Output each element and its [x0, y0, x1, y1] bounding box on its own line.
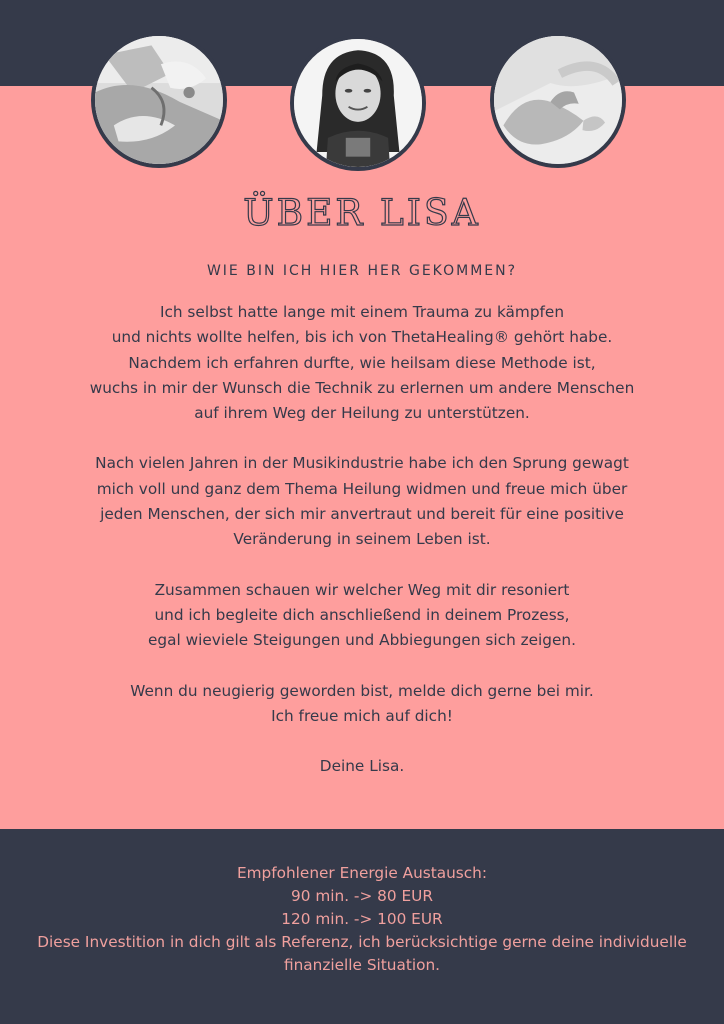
pricing-info	[0, 862, 724, 977]
text-line: Veränderung in seinem Leben ist.	[233, 530, 491, 549]
page-title: ÜBER LISA	[243, 193, 481, 234]
paragraph	[20, 578, 704, 654]
text-line: Deine Lisa.	[319, 757, 405, 776]
pricing-heading: Empfohlener Energie Austausch:	[236, 864, 488, 882]
text-line: Ich freue mich auf dich!	[271, 706, 453, 725]
text-line: egal wieviele Steigungen und Abbiegungen sich zeigen.	[147, 631, 576, 650]
about-text	[20, 300, 704, 804]
text-line: Wenn du neugierig geworden bist, melde dich gerne bei mir.	[130, 681, 594, 700]
price-120-min: 120 min. -> 100 EUR	[281, 910, 443, 928]
text-line: auf ihrem Weg der Heilung zu unterstützen.	[194, 404, 530, 423]
price-90-min: 90 min. -> 80 EUR	[291, 887, 433, 905]
pricing-note: Diese Investition in dich gilt als Referenz, ich berücksichtige gerne deine individuelle	[37, 933, 687, 951]
pricing-note: finanzielle Situation.	[283, 956, 441, 974]
text-line: wuchs in mir der Wunsch die Technik zu erlernen um andere Menschen	[89, 378, 635, 397]
paragraph	[20, 451, 704, 552]
text-line: Nachdem ich erfahren durfte, wie heilsam diese Methode ist,	[128, 353, 596, 372]
text-line: und ich begleite dich anschließend in deinem Prozess,	[154, 605, 570, 624]
photo-relaxing-person	[91, 32, 227, 168]
text-line: und nichts wollte helfen, bis ich von ThetaHealing® gehört habe.	[111, 328, 613, 347]
text-line: Zusammen schauen wir welcher Weg mit dir resoniert	[154, 580, 570, 599]
photo-lisa-portrait	[290, 35, 426, 171]
paragraph	[20, 300, 704, 426]
text-line: jeden Menschen, der sich mir anvertraut und bereit für eine positive	[100, 505, 624, 524]
text-line: Ich selbst hatte lange mit einem Trauma zu kämpfen	[159, 303, 565, 321]
paragraph	[20, 679, 704, 730]
text-line: mich voll und ganz dem Thema Heilung widmen und freue mich über	[96, 479, 628, 498]
photo-hand-gesture	[490, 32, 626, 168]
section-subtitle: WIE BIN ICH HIER HER GEKOMMEN?	[206, 263, 518, 279]
text-line: Nach vielen Jahren in der Musikindustrie habe ich den Sprung gewagt	[95, 454, 629, 473]
signature	[20, 754, 704, 779]
